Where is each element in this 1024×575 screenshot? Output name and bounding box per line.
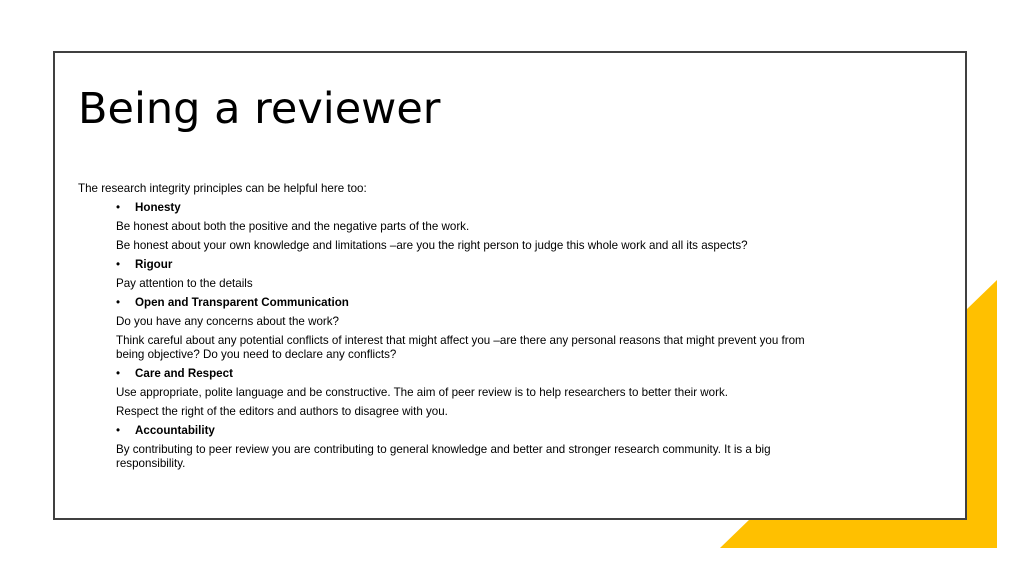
principle-detail: Use appropriate, polite language and be constructive. The aim of peer review is to help researchers to better their work.: [116, 386, 729, 399]
principle-heading-open-communication: • Open and Transparent Communication: [116, 296, 838, 310]
principle-heading-honesty: • Honesty: [116, 201, 838, 215]
intro-text: The research integrity principles can be helpful here too:: [78, 182, 367, 195]
principle-heading-rigour: • Rigour: [116, 258, 838, 272]
principle-detail: Do you have any concerns about the work?: [116, 315, 339, 328]
slide-body: [78, 182, 838, 476]
principle-detail: Be honest about your own knowledge and limitations –are you the right person to judge this whole work and all its aspects?: [116, 239, 748, 252]
principle-heading-accountability: • Accountability: [116, 424, 838, 438]
principle-detail: Be honest about both the positive and the negative parts of the work.: [116, 220, 470, 233]
slide-title: Being a reviewer: [78, 84, 441, 134]
principle-detail: Respect the right of the editors and authors to disagree with you.: [116, 405, 448, 418]
principle-detail: Pay attention to the details: [116, 277, 253, 290]
principle-detail: Think careful about any potential conflicts of interest that might affect you –are there any personal reasons that might prevent you from being objective? Do you need to declare any conflicts?: [116, 334, 805, 361]
principle-detail: By contributing to peer review you are contributing to general knowledge and better and stronger research community. It is a big responsibility.: [116, 443, 771, 470]
principle-heading-care-respect: • Care and Respect: [116, 367, 838, 381]
